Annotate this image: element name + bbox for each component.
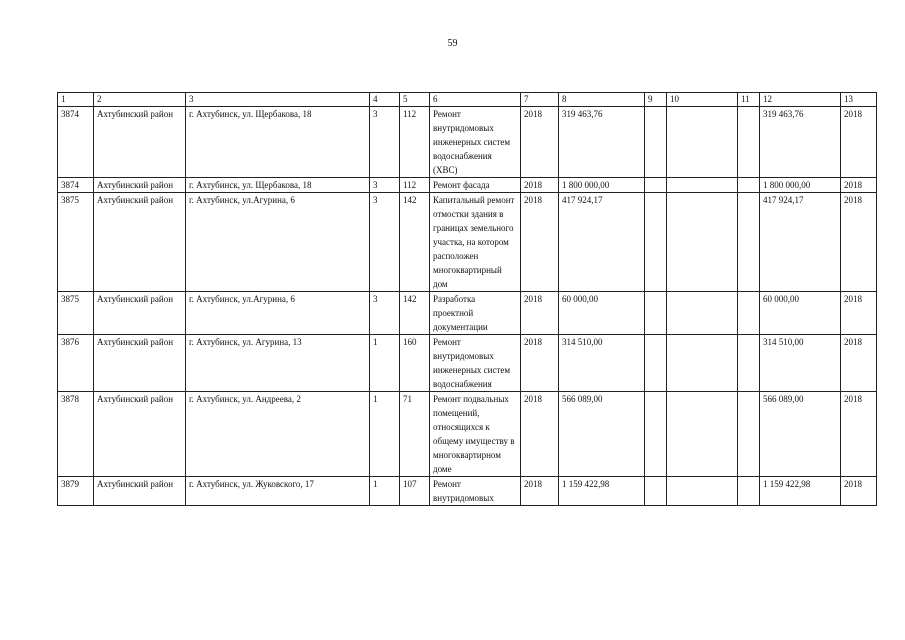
- col10-cell: [667, 335, 738, 392]
- total-cost-cell: 314 510,00: [559, 335, 645, 392]
- fund-cost-cell: 1 800 000,00: [760, 178, 841, 193]
- column-header: 1: [58, 93, 94, 107]
- floors-cell: 1: [370, 477, 400, 506]
- col10-cell: [667, 392, 738, 477]
- column-header: 12: [760, 93, 841, 107]
- col10-cell: [667, 178, 738, 193]
- table-row: [58, 107, 877, 178]
- col10-cell: [667, 107, 738, 178]
- col9-cell: [645, 477, 667, 506]
- col11-cell: [738, 107, 760, 178]
- col11-cell: [738, 477, 760, 506]
- district-cell: Ахтубинский район: [94, 178, 186, 193]
- column-header: 7: [521, 93, 559, 107]
- table-row: [58, 193, 877, 292]
- address-cell: г. Ахтубинск, ул. Щербакова, 18: [186, 107, 370, 178]
- column-header: 13: [841, 93, 877, 107]
- col11-cell: [738, 178, 760, 193]
- district-cell: Ахтубинский район: [94, 477, 186, 506]
- floors-cell: 1: [370, 392, 400, 477]
- work-type-cell: Ремонт внутридомовых инженерных систем водоснабжения (ХВС): [430, 107, 521, 178]
- year-cell: 2018: [521, 392, 559, 477]
- work-type-cell: Ремонт внутридомовых: [430, 477, 521, 506]
- district-cell: Ахтубинский район: [94, 193, 186, 292]
- column-header: 2: [94, 93, 186, 107]
- count-cell: 107: [400, 477, 430, 506]
- col10-cell: [667, 193, 738, 292]
- address-cell: г. Ахтубинск, ул.Агурина, 6: [186, 193, 370, 292]
- fund-cost-cell: 60 000,00: [760, 292, 841, 335]
- completion-year-cell: 2018: [841, 178, 877, 193]
- col11-cell: [738, 193, 760, 292]
- floors-cell: 3: [370, 107, 400, 178]
- row-id-cell: 3875: [58, 292, 94, 335]
- col10-cell: [667, 292, 738, 335]
- year-cell: 2018: [521, 107, 559, 178]
- row-id-cell: 3874: [58, 107, 94, 178]
- row-id-cell: 3876: [58, 335, 94, 392]
- count-cell: 112: [400, 107, 430, 178]
- row-id-cell: 3878: [58, 392, 94, 477]
- col9-cell: [645, 292, 667, 335]
- row-id-cell: 3879: [58, 477, 94, 506]
- year-cell: 2018: [521, 292, 559, 335]
- table-row: [58, 178, 877, 193]
- floors-cell: 3: [370, 193, 400, 292]
- work-type-cell: Разработка проектной документации: [430, 292, 521, 335]
- col11-cell: [738, 335, 760, 392]
- count-cell: 142: [400, 193, 430, 292]
- work-type-cell: Ремонт фасада: [430, 178, 521, 193]
- total-cost-cell: 60 000,00: [559, 292, 645, 335]
- total-cost-cell: 417 924,17: [559, 193, 645, 292]
- address-cell: г. Ахтубинск, ул. Агурина, 13: [186, 335, 370, 392]
- address-cell: г. Ахтубинск, ул. Андреева, 2: [186, 392, 370, 477]
- year-cell: 2018: [521, 178, 559, 193]
- row-id-cell: 3874: [58, 178, 94, 193]
- fund-cost-cell: 417 924,17: [760, 193, 841, 292]
- address-cell: г. Ахтубинск, ул. Щербакова, 18: [186, 178, 370, 193]
- completion-year-cell: 2018: [841, 392, 877, 477]
- column-header: 6: [430, 93, 521, 107]
- district-cell: Ахтубинский район: [94, 335, 186, 392]
- column-number-row: [58, 93, 877, 107]
- work-type-cell: Ремонт внутридомовых инженерных систем водоснабжения: [430, 335, 521, 392]
- table-row: [58, 392, 877, 477]
- total-cost-cell: 1 800 000,00: [559, 178, 645, 193]
- col9-cell: [645, 335, 667, 392]
- floors-cell: 1: [370, 335, 400, 392]
- col9-cell: [645, 392, 667, 477]
- column-header: 5: [400, 93, 430, 107]
- count-cell: 71: [400, 392, 430, 477]
- capital-repair-table: [57, 92, 877, 506]
- total-cost-cell: 1 159 422,98: [559, 477, 645, 506]
- completion-year-cell: 2018: [841, 107, 877, 178]
- column-header: 8: [559, 93, 645, 107]
- col9-cell: [645, 107, 667, 178]
- completion-year-cell: 2018: [841, 477, 877, 506]
- table-row: [58, 292, 877, 335]
- page-number: 59: [447, 38, 458, 49]
- count-cell: 142: [400, 292, 430, 335]
- col11-cell: [738, 292, 760, 335]
- column-header: 4: [370, 93, 400, 107]
- floors-cell: 3: [370, 178, 400, 193]
- count-cell: 112: [400, 178, 430, 193]
- floors-cell: 3: [370, 292, 400, 335]
- year-cell: 2018: [521, 335, 559, 392]
- column-header: 9: [645, 93, 667, 107]
- column-header: 3: [186, 93, 370, 107]
- fund-cost-cell: 319 463,76: [760, 107, 841, 178]
- completion-year-cell: 2018: [841, 193, 877, 292]
- count-cell: 160: [400, 335, 430, 392]
- completion-year-cell: 2018: [841, 292, 877, 335]
- district-cell: Ахтубинский район: [94, 392, 186, 477]
- total-cost-cell: 566 089,00: [559, 392, 645, 477]
- table-row: [58, 335, 877, 392]
- address-cell: г. Ахтубинск, ул.Агурина, 6: [186, 292, 370, 335]
- col9-cell: [645, 178, 667, 193]
- col11-cell: [738, 392, 760, 477]
- col9-cell: [645, 193, 667, 292]
- column-header: 11: [738, 93, 760, 107]
- row-id-cell: 3875: [58, 193, 94, 292]
- district-cell: Ахтубинский район: [94, 107, 186, 178]
- completion-year-cell: 2018: [841, 335, 877, 392]
- address-cell: г. Ахтубинск, ул. Жуковского, 17: [186, 477, 370, 506]
- table-row: [58, 477, 877, 506]
- fund-cost-cell: 566 089,00: [760, 392, 841, 477]
- column-header: 10: [667, 93, 738, 107]
- fund-cost-cell: 314 510,00: [760, 335, 841, 392]
- year-cell: 2018: [521, 193, 559, 292]
- work-type-cell: Капитальный ремонт отмостки здания в границах земельного участка, на котором расположен многоквартирный дом: [430, 193, 521, 292]
- work-type-cell: Ремонт подвальных помещений, относящихся к общему имуществу в многоквартирном доме: [430, 392, 521, 477]
- col10-cell: [667, 477, 738, 506]
- district-cell: Ахтубинский район: [94, 292, 186, 335]
- fund-cost-cell: 1 159 422,98: [760, 477, 841, 506]
- year-cell: 2018: [521, 477, 559, 506]
- total-cost-cell: 319 463,76: [559, 107, 645, 178]
